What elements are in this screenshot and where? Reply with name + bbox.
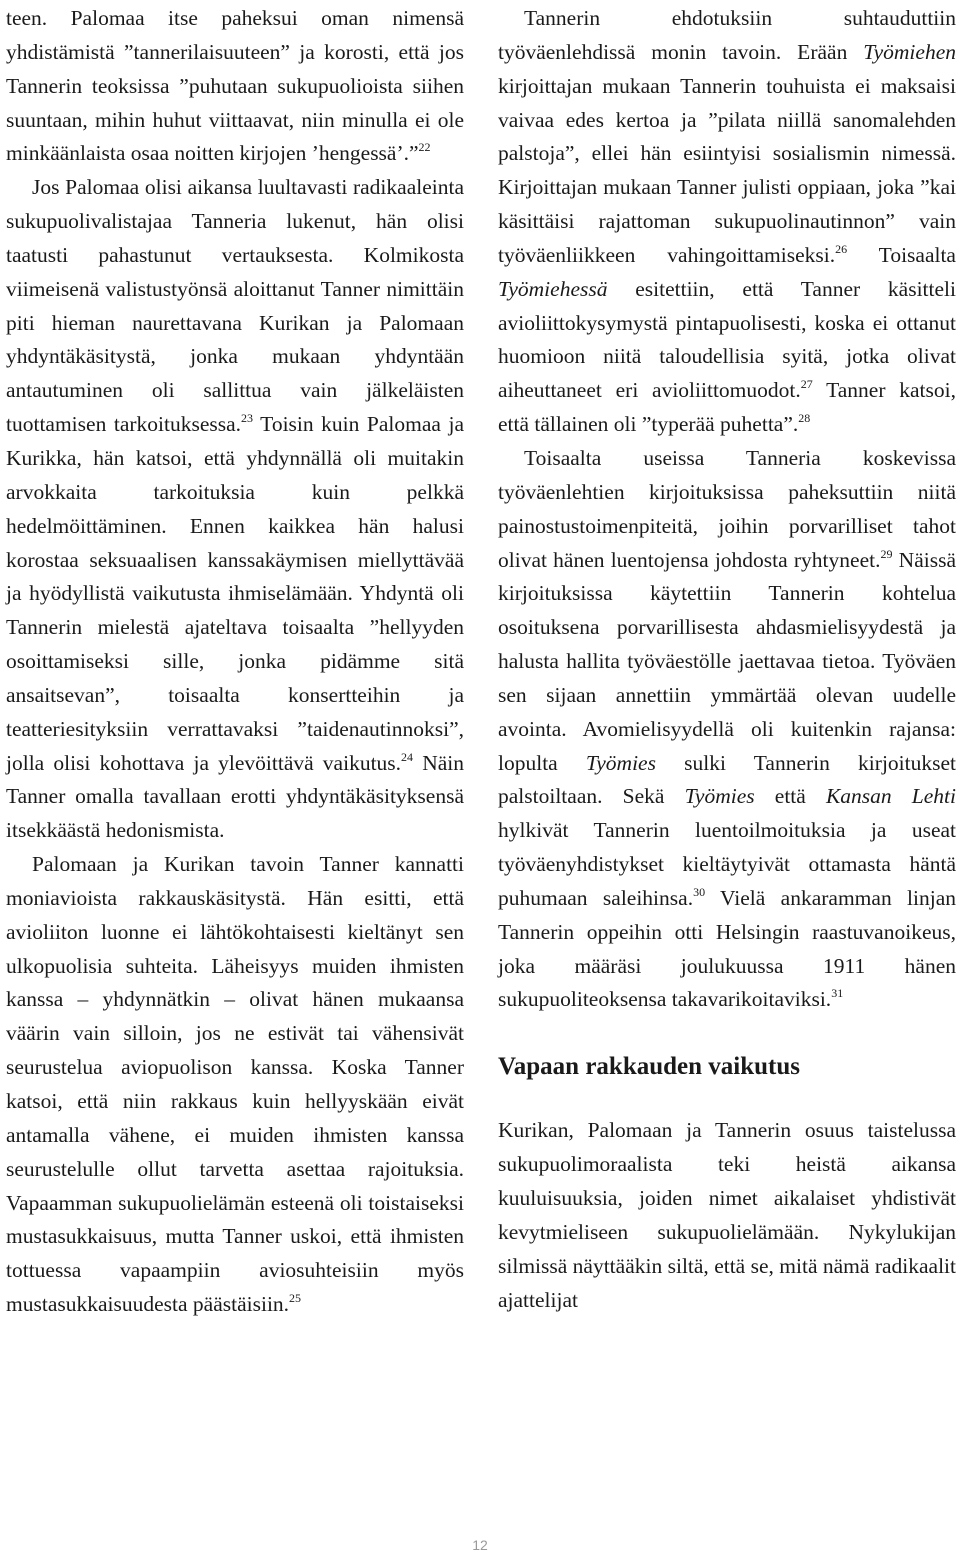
text: Tanner katsoi, että tällainen oli ”typerää puhetta”.: [498, 378, 956, 437]
paragraph: [498, 2, 956, 442]
footnote-marker: 26: [835, 241, 848, 256]
text: sulki Tannerin kirjoitukset palstoiltaan. Sekä: [498, 750, 956, 809]
footnote-marker: 28: [798, 411, 811, 426]
paragraph: [6, 848, 464, 1322]
publication-title: Työmies: [585, 750, 656, 775]
text: hylkivät Tannerin luentoilmoituksia ja useat työväenyhdistykset kieltäytyivät ottamasta häntä puhumaan saleihinsa.: [498, 818, 956, 910]
text: Kurikan, Palomaan ja Tannerin osuus taistelussa sukupuolimoraalista teki heistä aikansa kuuluisuuksia, joiden nimet aikalaiset yhdistivät kevytmieliseen sukupuolielämään. Nykylukijan silmissä näyttääkin siltä, että se, mitä nämä radikaalit ajattelijat: [498, 1118, 956, 1312]
publication-title: Kansan Lehti: [825, 784, 956, 809]
right-column: [498, 2, 956, 1317]
paragraph: [498, 1114, 956, 1317]
footnote-marker: 22: [418, 140, 431, 155]
paragraph: [6, 2, 464, 171]
text: Vielä ankaramman linjan Tannerin oppeihin otti Helsingin raastuvanoikeus, joka määräsi joulukuussa 1911 hänen sukupuoliteoksensa takavarikoitaviksi.: [498, 885, 957, 1012]
text: Toisaalta useissa Tanneria koskevissa työväenlehtien kirjoituksissa paheksuttiin niitä painostustoimenpiteitä, joihin porvarilliset tahot olivat hänen luentojensa johdosta ryhtyneet.: [498, 445, 956, 572]
publication-title: Työmiehen: [863, 39, 956, 64]
left-column: [6, 2, 464, 1322]
text: että: [754, 784, 826, 809]
paragraph: [498, 442, 956, 1017]
footnote-marker: 23: [241, 411, 254, 426]
text: kirjoittajan mukaan Tannerin touhuista ei maksaisi vaivaa edes kertoa ja ”pilata niillä sanomalehden palstoja”, ellei hän esiintyisi sosialismin nimessä. Kirjoittajan mukaan Tanner julisti oppiaan, joka ”kai käsittäisi rajattoman sukupuolinautinnon” vain työväenliikkeen vahingoittamiseksi.: [498, 73, 956, 267]
footnote-marker: 31: [831, 986, 844, 1001]
page-number: 12: [472, 1537, 488, 1553]
publication-title: Työmies: [684, 784, 755, 809]
publication-title: Työmiehessä: [498, 276, 608, 301]
footnote-marker: 25: [289, 1291, 302, 1306]
text: Toisaalta: [847, 242, 956, 267]
text: Jos Palomaa olisi aikansa luultavasti radikaaleinta sukupuolivalistajaa Tanneria lukenut, hän olisi taatusti pahastunut vertauksesta. Kolmikosta viimeisenä valistustyönsä aloittanut Tanner nimittäin piti hieman naurettavana Kurikan ja Palomaan yhdyntäkäsitystä, jonka mukaan yhdyntään antautuminen oli sallittua vain jälkeläisten tuottamisen tarkoituksessa.: [6, 175, 464, 437]
text: Tannerin ehdotuksiin suhtauduttiin työväenlehdissä monin tavoin. Erään: [498, 6, 956, 64]
paragraph: [6, 171, 464, 848]
text: teen. Palomaa itse paheksui oman nimensä yhdistämistä ”tannerilaisuuteen” ja korosti, että jos Tannerin teoksissa ”puhutaan sukupuolioista siihen suuntaan, mihin huhut viittaavat, niin minulla ei ole minkäänlaista osaa noitten kirjojen ’hengessä’.”: [6, 6, 464, 166]
text: Näin Tanner omalla tavallaan erotti yhdyntäkäsityksensä itsekkäästä hedonismista.: [6, 750, 464, 843]
footnote-marker: 24: [401, 749, 414, 764]
section-heading: Vapaan rakkauden vaikutus: [498, 1053, 800, 1081]
footnote-marker: 30: [693, 884, 706, 899]
text: Palomaan ja Kurikan tavoin Tanner kannatti moniavioista rakkauskäsitystä. Hän esitti, että avioliiton luonne ei lähtökohtaisesti kieltänyt sen ulkopuolisia suhteita. Läheisyys muiden ihmisten kanssa – yhdynnätkin – olivat hänen mukaansa väärin vain silloin, jos ne estivät tai vähensivät seurustelua aviopuolison kanssa. Koska Tanner katsoi, että niin rakkaus kuin hellyyskään eivät antamalla vähene, ei muiden ihmisten kanssa seurustelulle ollut tarvetta asettaa rajoituksia. Vapaamman sukupuolielämän esteenä oli toistaiseksi mustasukkaisuus, mutta Tanner uskoi, että ihmisten tottuessa vapaampiin aviosuhteisiin myös mustasukkaisuudesta päästäisiin.: [6, 852, 464, 1317]
text: Toisin kuin Palomaa ja Kurikka, hän katsoi, että yhdynnällä oli muitakin arvokkaita tarkoituksia kuin pelkkä hedelmöittäminen. Ennen kaikkea hän halusi korostaa seksuaalisen kanssakäymisen miellyttävää ja hyödyllistä vaikutusta ihmiselämään. Yhdyntä oli Tannerin mielestä ajateltava toisaalta ”hellyyden osoittamiseksi sille, jonka pidämme sitä ansaitsevan”, toisaalta konsertteihin ja teatteriesityksiin verrattavaksi ”taidenautinnoksi”, jolla olisi kohottava ja ylevöittävä vaikutus.: [6, 412, 464, 775]
text: Näissä kirjoituksissa käytettiin Tannerin kohtelua osoituksena porvarillisesta ahdasmielisyydestä ja halusta hallita työväestölle jaettavaa tietoa. Työväen sen sijaan annettiin ymmärtää olevan uudelle avointa. Avomielisyydellä oli kuitenkin rajansa: lopulta: [498, 547, 956, 775]
footnote-marker: 27: [800, 377, 813, 392]
footnote-marker: 29: [880, 546, 893, 561]
text: esitettiin, että Tanner käsitteli avioliittokysymystä pintapuolisesti, koska ei ottanut huomioon niitä taloudellisia syitä, jotka olivat aiheuttaneet eri avioliittomuodot.: [498, 276, 956, 403]
